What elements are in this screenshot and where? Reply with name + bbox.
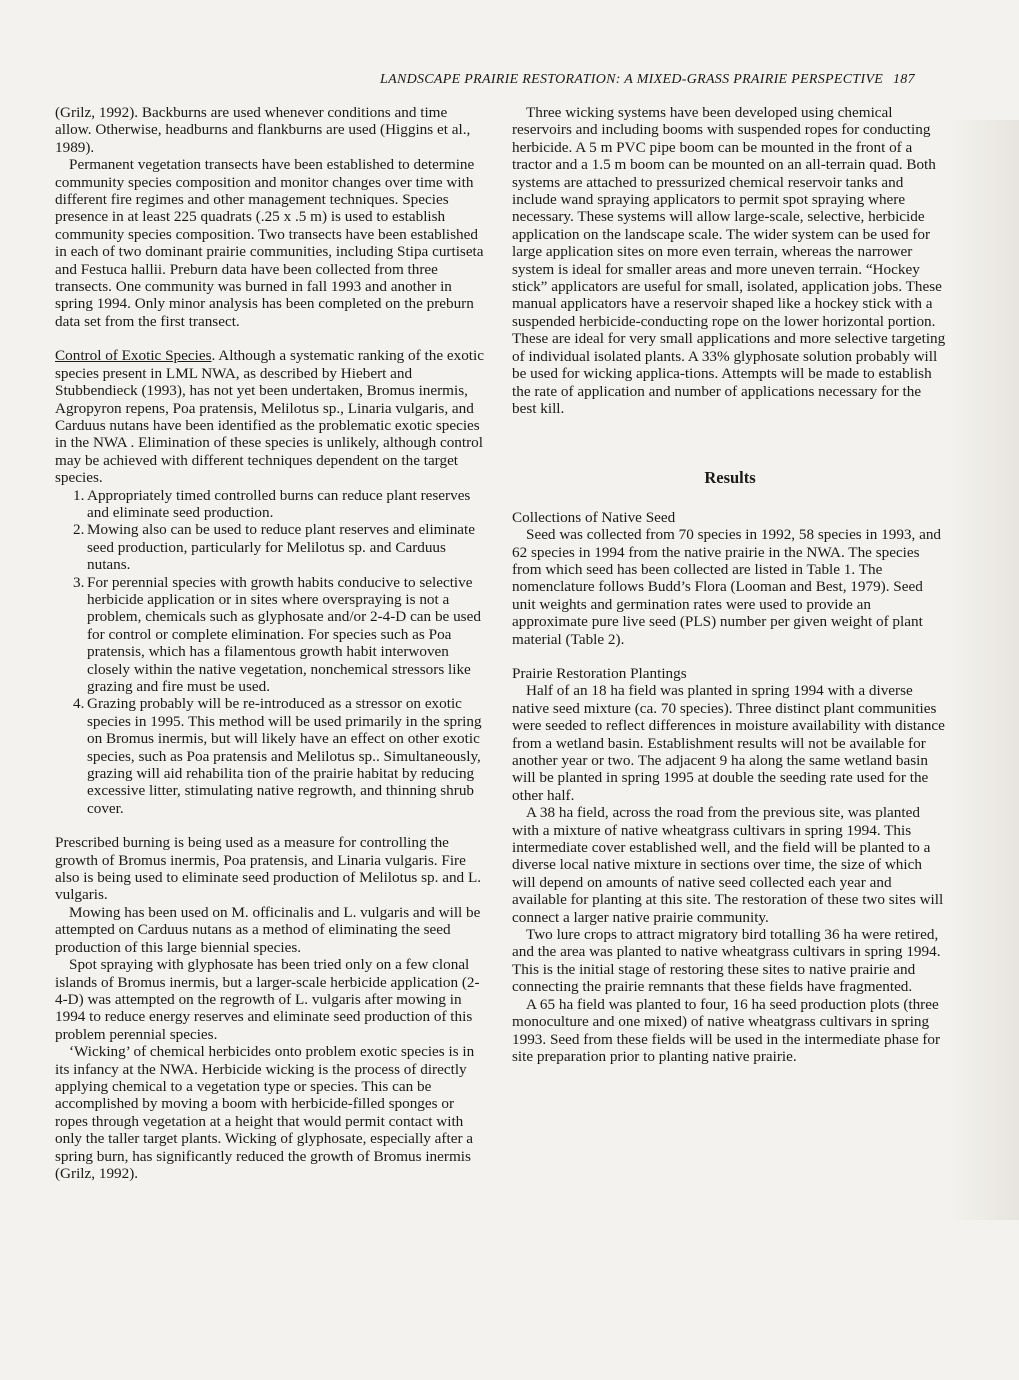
section-heading-results: Results (704, 468, 756, 488)
list-text: Appropriately timed controlled burns can reduce plant reserves and eliminate seed production. (87, 486, 471, 521)
show-through-shading (950, 120, 1019, 1220)
paragraph-wicking: ‘Wicking’ of chemical herbicides onto problem exotic species is in its infancy at the NWA. Herbicide wicking is the process of directly applying chemical to a vegetation type or species. This can be accomplished by moving a boom with herbicide-filled sponges or ropes through vegetation at a height that would permit contact with only the taller target plants. Wicking of glyphosate, especially after a spring burn, has significantly reduced the growth of Bromus inermis (Grilz, 1992). (55, 1043, 475, 1182)
left-column (55, 104, 487, 1182)
running-header (380, 72, 980, 88)
list-item (55, 487, 487, 522)
running-title: LANDSCAPE PRAIRIE RESTORATION: A MIXED-GRASS PRAIRIE PERSPECTIVE (380, 72, 884, 87)
list-text: For perennial species with growth habits conducive to selective herbicide application or in sites where overspraying is not a problem, chemicals such as glyphosate and/or 2-4-D can be used for control or complete elimination. For species such as Poa pratensis, which has a filamentous growth habit interwoven closely within the native vegetation, nonchemical stressors like grazing and fire must be used. (87, 573, 481, 695)
paragraph-spot-spraying: Spot spraying with glyphosate has been tried only on a few clonal islands of Bromus inermis, but a larger-scale herbicide application (2-4-D) was attempted on the regrowth of L. vulgaris after mowing in 1994 to reduce energy reserves and eliminate seed production of this problem perennial species. (55, 956, 480, 1043)
paragraph-18ha-field: Half of an 18 ha field was planted in spring 1994 with a diverse native seed mixture (ca. 70 species). Three distinct plant communities were seeded to reflect differences in moisture availability with distance from a wetland basin. Establishment results will not be available for another year or two. The adjacent 9 ha along the same wetland basin will be planted in spring 1995 at double the seeding rate used for the other half. (512, 682, 945, 804)
paragraph-mowing: Mowing has been used on M. officinalis and L. vulgaris and will be attempted on Carduus nutans as a method of eliminating the seed production of this large biennial species. (55, 903, 481, 956)
right-column (512, 104, 948, 1065)
paragraph-seed-collection: Seed was collected from 70 species in 1992, 58 species in 1993, and 62 species in 1994 from the native prairie in the NWA. The species from which seed has been collected are listed in Table 1. The nomenclature follows Budd’s Flora (Looman and Best, 1979). Seed unit weights and germination rates were used to provide an approximate pure live seed (PLS) number per given weight of plant material (Table 2). (512, 526, 942, 648)
list-number: 2. (73, 521, 85, 539)
list-number: 4. (73, 695, 85, 713)
subheading-collections: Collections of Native Seed (512, 508, 676, 526)
control-exotic-text: . Although a systematic ranking of the exotic species present in LML NWA, as described by Hiebert and Stubbendieck (1993), has not yet been undertaken, Bromus inermis, Agropyron repens, Poa pratensis, Melilotus sp., Linaria vulgaris, and Carduus nutans have been identified as the problematic exotic species in the NWA . Elimination of these species is unlikely, although control may be achieved with different techniques dependent on the target species. (55, 347, 484, 487)
list-text: Grazing probably will be re-introduced as a stressor on exotic species in 1995. This method will be used primarily in the spring on Bromus inermis, but will likely have an effect on other exotic species, such as Poa pratensis and Melilotus sp.. Simultaneously, grazing will aid rehabilita tion of the prairie habitat by reducing excessive litter, stimulating native regrowth, and thinning shrub cover. (87, 695, 482, 817)
paragraph-65ha-field: A 65 ha field was planted to four, 16 ha seed production plots (three monoculture and one mixed) of native wheatgrass cultivars in spring 1993. Seed from these fields will be used in the intermediate phase for site preparation prior to planting native prairie. (512, 995, 941, 1065)
paragraph-prescribed-burning: Prescribed burning is being used as a measure for controlling the growth of Bromus inermis, Poa pratensis, and Linaria vulgaris. Fire also is being used to eliminate seed production of Melilotus sp. and L. vulgaris. (55, 834, 482, 904)
list-text: Mowing also can be used to reduce plant reserves and eliminate seed production, particularly for Melilotus sp. and Carduus nutans. (87, 521, 475, 574)
control-methods-list (55, 487, 487, 818)
paragraph-lure-crops: Two lure crops to attract migratory bird totalling 36 ha were retired, and the area was planted to native wheatgrass cultivars in spring 1994. This is the initial stage of restoring these sites to native prairie and connecting the prairie remnants that these fields have fragmented. (512, 926, 941, 996)
paragraph-wicking-systems: Three wicking systems have been developed using chemical reservoirs and including booms with suspended ropes for conducting herbicide. A 5 m PVC pipe boom can be mounted in the front of a tractor and a 1.5 m boom can be mounted on an all-terrain quad. Both systems are attached to pressurized chemical reservoir tanks and include wand spraying applicators to permit spot spraying where necessary. These systems will allow large-scale, selective, herbicide application on the landscape scale. The wider system can be used for large application sites on more even terrain, whereas the narrower system is ideal for smaller areas and more uneven terrain. “Hockey stick” applicators are useful for small, isolated, application jobs. These manual applicators have a reservoir shaped like a hockey stick with a suspended herbicide-conducting rope on the lower horizontal portion. These are ideal for very small applications and more selective targeting of individual isolated plants. A 33% glyphosate solution probably will be used for wicking applica-tions. Attempts will be made to establish the rate of application and number of applications necessary for the best kill. (512, 104, 946, 417)
section-heading-control-exotic: Control of Exotic Species (55, 347, 212, 365)
list-item (55, 574, 487, 696)
list-number: 1. (73, 486, 85, 504)
paragraph-38ha-field: A 38 ha field, across the road from the previous site, was planted with a mixture of native wheatgrass cultivars in spring 1994. This intermediate cover established well, and the field will be planted to a diverse local native mixture in sections over time, the size of which will depend on amounts of native seed collected each year and available for planting at this site. The restoration of these two sites will connect a larger native prairie community. (512, 804, 944, 926)
paragraph-control-exotic (55, 347, 487, 486)
paragraph-backburns: (Grilz, 1992). Backburns are used whenever conditions and time allow. Otherwise, headburns and flankburns are used (Higgins et al., 1989). (55, 104, 471, 156)
list-item (55, 521, 487, 573)
list-number: 3. (73, 573, 85, 591)
subheading-plantings: Prairie Restoration Plantings (512, 664, 687, 682)
page-number: 187 (892, 72, 915, 87)
paragraph-transects: Permanent vegetation transects have been established to determine community species composition and monitor changes over time with different fire regimes and other management techniques. Species presence in at least 225 quadrats (.25 x .5 m) is used to establish community species composition. Two transects have been established in each of two dominant prairie communities, including Stipa curtiseta and Festuca hallii. Preburn data have been collected from three transects. One community was burned in fall 1993 and another in spring 1994. Only minor analysis has been completed on the preburn data set from the first transect. (55, 156, 484, 330)
list-item (55, 695, 487, 817)
